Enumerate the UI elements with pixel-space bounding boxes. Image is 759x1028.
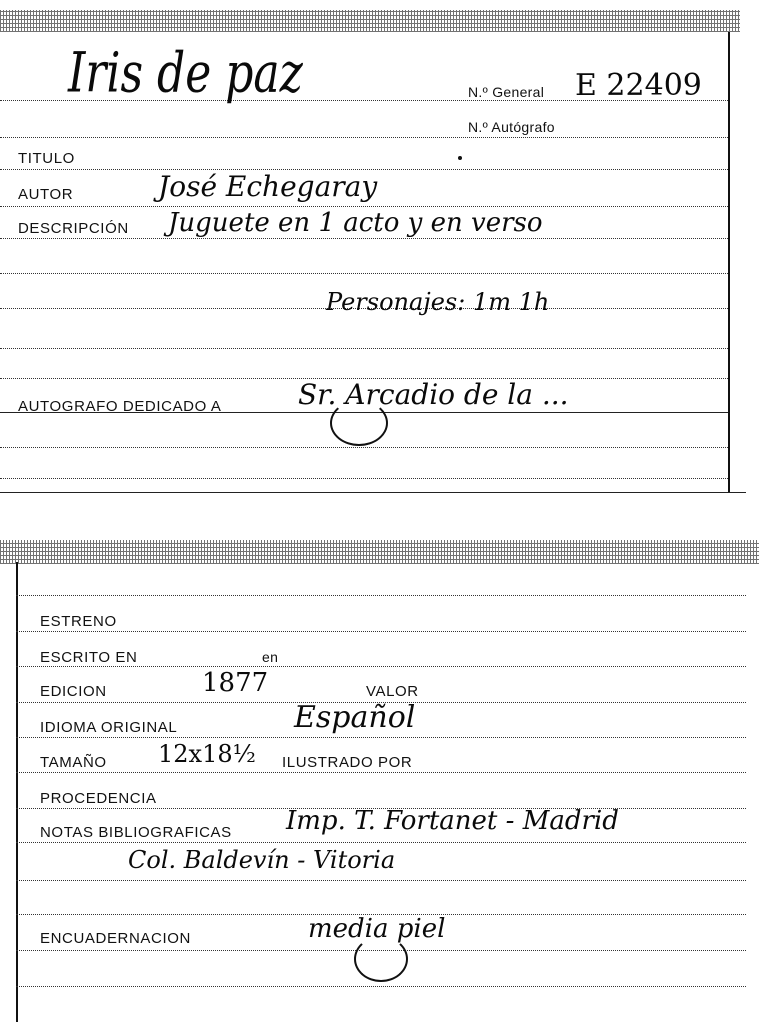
- general-number-value: E 22409: [575, 68, 702, 103]
- rule-line: [0, 348, 728, 349]
- rule-line: [16, 986, 746, 987]
- rule-line: [0, 206, 728, 207]
- catalog-card-top: [0, 10, 740, 492]
- descripcion-label: DESCRIPCIÓN: [18, 220, 129, 237]
- tamano-value: 12x18½: [158, 740, 256, 768]
- rule-line: [16, 772, 746, 773]
- personajes-value: Personajes: 1m 1h: [326, 288, 550, 316]
- rule-line: [0, 478, 728, 479]
- card-bottom-edge: [0, 540, 759, 564]
- titulo-label: TITULO: [18, 150, 75, 167]
- dedicado-label: AUTOGRAFO DEDICADO A: [18, 398, 222, 415]
- hole-punch-mark: [354, 936, 408, 982]
- rule-line: [0, 137, 728, 138]
- notas-label: NOTAS BIBLIOGRAFICAS: [40, 824, 232, 841]
- title-handwritten: Iris de paz: [68, 41, 303, 106]
- procedencia-label: PROCEDENCIA: [40, 790, 157, 807]
- autografo-number-label: N.º Autógrafo: [468, 119, 555, 135]
- edicion-value: 1877: [202, 668, 269, 698]
- hole-punch-mark: [330, 400, 388, 446]
- ilustrado-label: ILUSTRADO POR: [282, 754, 413, 771]
- dedicado-value: Sr. Arcadio de la ...: [298, 378, 569, 411]
- edicion-label: EDICION: [40, 683, 107, 700]
- catalog-card-bottom: [0, 540, 759, 1028]
- notas-value-line2: Col. Baldevín - Vitoria: [128, 846, 396, 874]
- autor-value: José Echegaray: [158, 170, 378, 203]
- notas-value: Imp. T. Fortanet - Madrid: [286, 806, 619, 836]
- valor-label: VALOR: [366, 683, 419, 700]
- rule-line: [0, 238, 728, 239]
- escrito-en-label: en: [262, 649, 279, 665]
- encuadernacion-label: ENCUADERNACION: [40, 930, 191, 947]
- ink-dot: [458, 156, 462, 160]
- rule-line: [16, 666, 746, 667]
- general-number-label: N.º General: [468, 84, 545, 100]
- tamano-label: TAMAÑO: [40, 754, 107, 771]
- escrito-label: ESCRITO EN: [40, 649, 138, 666]
- card-separator: [0, 492, 746, 493]
- rule-line: [16, 737, 746, 738]
- rule-line: [16, 880, 746, 881]
- card-right-border: [728, 32, 730, 492]
- descripcion-value: Juguete en 1 acto y en verso: [168, 208, 543, 238]
- idioma-value: Español: [294, 700, 416, 735]
- rule-line: [0, 447, 728, 448]
- rule-line: [16, 842, 746, 843]
- idioma-label: IDIOMA ORIGINAL: [40, 719, 178, 736]
- encuadernacion-value: media piel: [308, 914, 446, 944]
- rule-line: [16, 595, 746, 596]
- autor-label: AUTOR: [18, 186, 74, 203]
- card-top-edge: [0, 10, 740, 32]
- estreno-label: ESTRENO: [40, 613, 117, 630]
- rule-line: [0, 273, 728, 274]
- rule-line: [16, 631, 746, 632]
